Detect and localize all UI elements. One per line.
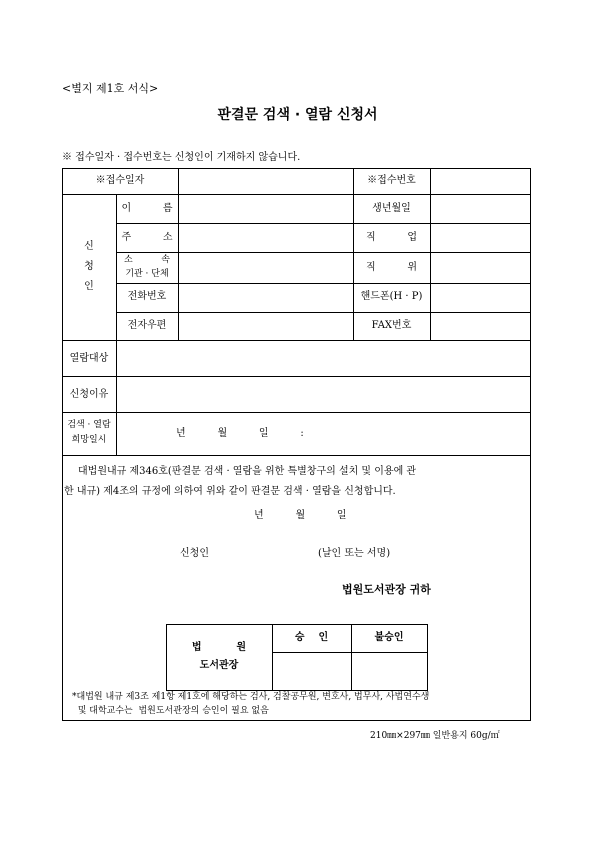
receipt-number-label: ※접수번호 [367, 175, 416, 186]
target-label: 열람대상 [69, 353, 109, 364]
mobile-label: 핸드폰(H · P) [360, 291, 423, 302]
name-label: 이 름 [121, 203, 173, 214]
phone-label: 전화번호 [127, 291, 167, 302]
receipt-note: ※ 접수일자 · 접수번호는 신청인이 기재하지 않습니다. [62, 152, 301, 163]
desired-date-label: 검색 · 열람 [67, 420, 111, 430]
approve-stamp-field[interactable] [273, 653, 351, 690]
approval-org-label-sub: 도서관장 [199, 660, 239, 671]
mobile-field[interactable] [431, 283, 530, 312]
applicant-char: 인 [84, 281, 94, 292]
recipient: 법원도서관장 귀하 [342, 583, 431, 596]
receipt-date-label: ※접수일자 [95, 175, 145, 186]
position-label: 직 위 [365, 262, 418, 273]
address-field[interactable] [179, 223, 353, 252]
approve-label: 승 인 [294, 632, 329, 643]
affiliation-label-sub: 기관 · 단체 [125, 269, 169, 279]
applicant-signature-label: 신청인 [180, 548, 209, 559]
exemption-note-line: *대법원 내규 제3조 제1항 제1호에 해당하는 검사, 검찰공무원, 변호사, 법무사, 사법연수생 [72, 692, 430, 702]
birthdate-label: 생년월일 [372, 203, 411, 214]
desired-date-field[interactable]: 년 월 일 : [176, 428, 304, 439]
declaration-line: 대법원내규 제346호(판결문 검색 · 열람을 위한 특별창구의 설치 및 이용에 관 [78, 466, 417, 477]
exemption-note [72, 690, 429, 718]
position-field[interactable] [431, 252, 530, 283]
exemption-note-line: 및 대학교수는 법원도서관장의 승인이 필요 없음 [72, 706, 269, 716]
birthdate-field[interactable] [431, 194, 530, 223]
email-label: 전자우편 [127, 320, 167, 331]
reason-field[interactable] [117, 377, 530, 412]
affiliation-label: 소 속 [124, 255, 170, 265]
name-field[interactable] [179, 194, 353, 223]
applicant-char: 청 [84, 261, 94, 272]
address-label: 주 소 [121, 232, 173, 243]
signature-hint: (날인 또는 서명) [318, 548, 391, 559]
reject-stamp-field[interactable] [352, 653, 427, 690]
occupation-label: 직 업 [365, 232, 418, 243]
paper-spec: 210㎜×297㎜ 일반용지 60g/㎡ [370, 731, 500, 741]
declaration-line: 한 내규) 제4조의 규정에 의하여 위와 같이 판결문 검색 · 열람을 신청합니다. [64, 486, 396, 497]
affiliation-field[interactable] [179, 252, 353, 283]
form-number-label: <별지 제1호 서식> [62, 82, 159, 95]
target-field[interactable] [117, 341, 530, 376]
fax-field[interactable] [431, 312, 530, 340]
reject-label: 불승인 [374, 632, 404, 643]
desired-date-label-sub: 희망일시 [71, 435, 107, 445]
phone-field[interactable] [179, 283, 353, 312]
declaration-text [62, 462, 530, 502]
fax-label: FAX번호 [371, 320, 412, 331]
email-field[interactable] [179, 312, 353, 340]
page-title: 판결문 검색 · 열람 신청서 [217, 107, 378, 123]
approval-org-label: 법 원 [191, 642, 247, 653]
applicant-char: 신 [84, 241, 94, 252]
reason-label: 신청이유 [69, 389, 109, 400]
occupation-field[interactable] [431, 223, 530, 252]
application-date[interactable]: 년 월 일 [254, 510, 347, 521]
